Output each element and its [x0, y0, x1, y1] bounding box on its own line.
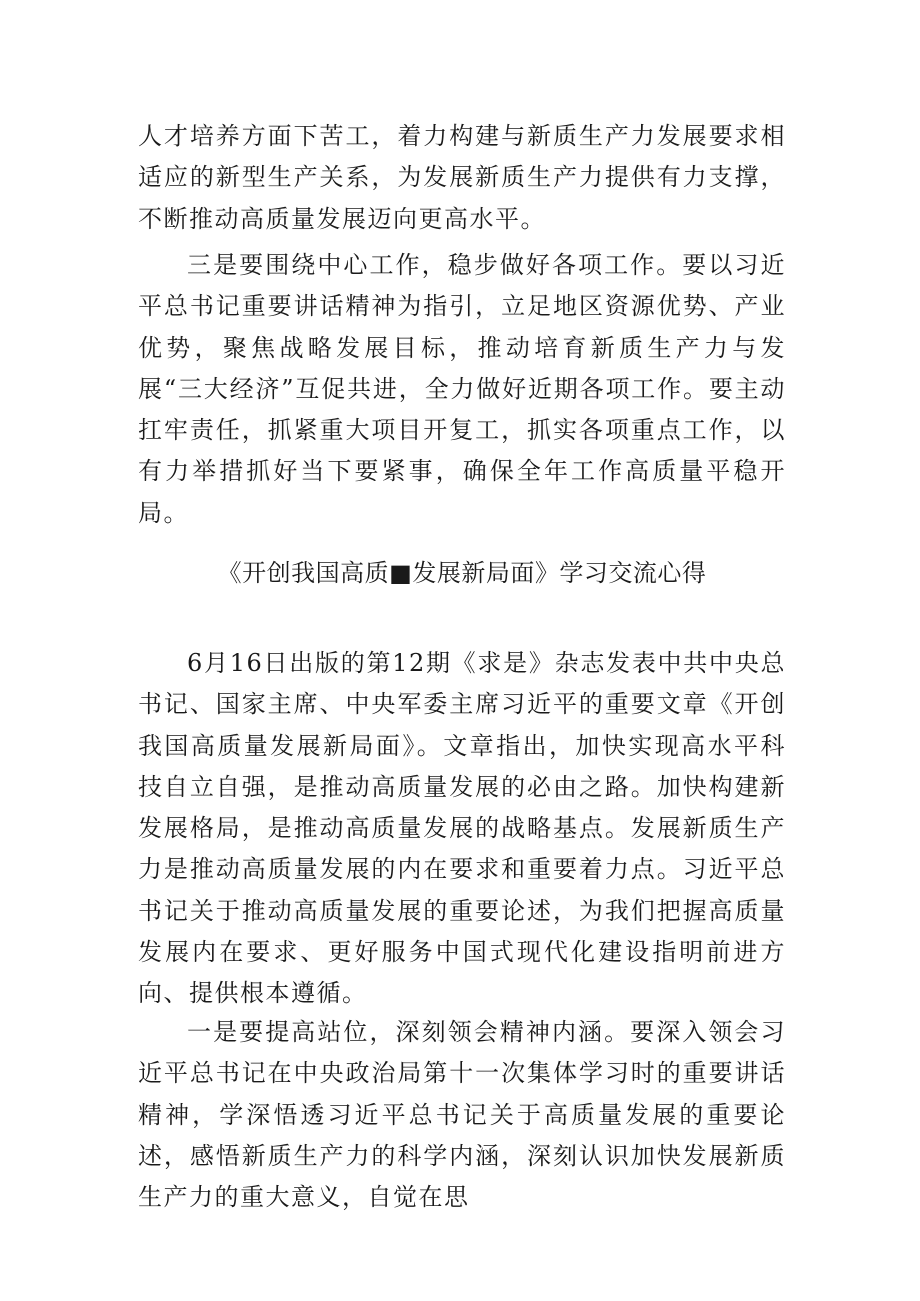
- paragraph-point-three: 三是要围绕中心工作，稳步做好各项工作。要以习近平总书记重要讲话精神为指引，立足地区资源优势、产业优势，聚焦战略发展目标，推动培育新质生产力与发展“三大经济”互促共进，全力做好近期各项工作。要主动扛牢责任，抓紧重大项目开复工，抓实各项重点工作，以有力举措抓好当下要紧事，确保全年工作高质量平稳开局。: [138, 251, 786, 527]
- paragraph-point-one: 一是要提高站位，深刻领会精神内涵。要深入领会习近平总书记在中央政治局第十一次集体学习时的重要讲话精神，学深悟透习近平总书记关于高质量发展的重要论述，感悟新质生产力的科学内涵，深刻认识加快发展新质生产力的重大意义，自觉在思: [138, 1018, 786, 1212]
- paragraph-continuation: 人才培养方面下苦工，着力构建与新质生产力发展要求相适应的新型生产关系，为发展新质生产力提供有力支撑，不断推动高质量发展迈向更高水平。: [138, 122, 786, 233]
- paragraph-intro: 6月16日出版的第12期《求是》杂志发表中共中央总书记、国家主席、中央军委主席习近平的重要文章《开创我国高质量发展新局面》。文章指出，加快实现高水平科技自立自强，是推动高质量发展的必由之路。加快构建新发展格局，是推动高质量发展的战略基点。发展新质生产力是推动高质量发展的内在要求和重要着力点。习近平总书记关于推动高质量发展的重要论述，为我们把握高质量发展内在要求、更好服务中国式现代化建设指明前进方向、提供根本遵循。: [138, 649, 786, 1008]
- article-title: 《开创我国高质■发展新局面》学习交流心得: [217, 559, 707, 587]
